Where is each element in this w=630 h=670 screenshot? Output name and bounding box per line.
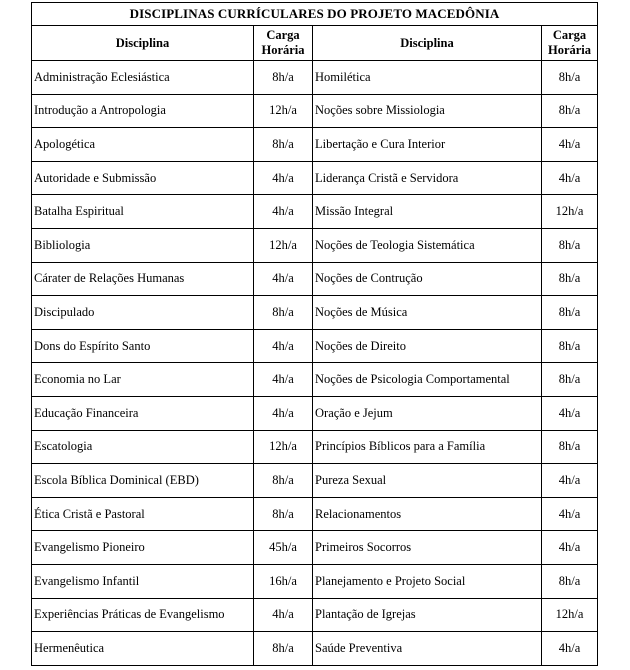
hours-right-cell: 8h/a <box>542 94 598 128</box>
discipline-left-cell: Economia no Lar <box>32 363 254 397</box>
discipline-left-cell: Apologética <box>32 128 254 162</box>
hours-left-cell: 8h/a <box>254 128 313 162</box>
discipline-right-cell: Princípios Bíblicos para a Família <box>313 430 542 464</box>
table-row <box>32 296 598 330</box>
hours-right-cell: 4h/a <box>542 632 598 666</box>
discipline-left-cell: Educação Financeira <box>32 396 254 430</box>
discipline-left-cell: Escola Bíblica Dominical (EBD) <box>32 464 254 498</box>
hours-left-cell: 4h/a <box>254 195 313 229</box>
discipline-right-cell: Libertação e Cura Interior <box>313 128 542 162</box>
table-row <box>32 363 598 397</box>
table-row <box>32 497 598 531</box>
hours-left-cell: 12h/a <box>254 430 313 464</box>
hours-left-cell: 16h/a <box>254 564 313 598</box>
discipline-right-cell: Noções de Contrução <box>313 262 542 296</box>
discipline-left-cell: Ética Cristã e Pastoral <box>32 497 254 531</box>
hours-left-cell: 45h/a <box>254 531 313 565</box>
table-row <box>32 262 598 296</box>
table-row <box>32 396 598 430</box>
hours-right-cell: 12h/a <box>542 598 598 632</box>
hours-left-cell: 8h/a <box>254 61 313 95</box>
header-hours-line2: Horária <box>547 43 592 57</box>
discipline-right-cell: Noções de Música <box>313 296 542 330</box>
hours-right-cell: 4h/a <box>542 128 598 162</box>
discipline-left-cell: Administração Eclesiástica <box>32 61 254 95</box>
table-row <box>32 161 598 195</box>
table-row <box>32 564 598 598</box>
header-hours-line2: Horária <box>261 43 305 57</box>
hours-right-cell: 8h/a <box>542 363 598 397</box>
curriculum-sheet <box>31 2 597 668</box>
hours-right-cell: 8h/a <box>542 329 598 363</box>
discipline-right-cell: Homilética <box>313 61 542 95</box>
discipline-right-cell: Oração e Jejum <box>313 396 542 430</box>
hours-left-cell: 4h/a <box>254 329 313 363</box>
header-row <box>32 26 598 61</box>
hours-left-cell: 8h/a <box>254 632 313 666</box>
hours-right-cell: 8h/a <box>542 228 598 262</box>
title-row <box>32 3 598 26</box>
hours-right-cell: 8h/a <box>542 61 598 95</box>
discipline-right-cell: Planejamento e Projeto Social <box>313 564 542 598</box>
discipline-right-cell: Primeiros Socorros <box>313 531 542 565</box>
discipline-left-cell: Discipulado <box>32 296 254 330</box>
discipline-right-cell: Noções de Teologia Sistemática <box>313 228 542 262</box>
table-body <box>32 61 598 666</box>
hours-right-cell: 8h/a <box>542 430 598 464</box>
discipline-right-cell: Noções de Psicologia Comportamental <box>313 363 542 397</box>
table-row <box>32 61 598 95</box>
discipline-left-cell: Evangelismo Infantil <box>32 564 254 598</box>
hours-left-cell: 8h/a <box>254 497 313 531</box>
header-discipline-left: Disciplina <box>32 26 254 61</box>
header-hours-line1: Carga <box>266 28 300 42</box>
discipline-left-cell: Dons do Espírito Santo <box>32 329 254 363</box>
discipline-right-cell: Missão Integral <box>313 195 542 229</box>
discipline-right-cell: Noções sobre Missiologia <box>313 94 542 128</box>
table-row <box>32 430 598 464</box>
table-row <box>32 128 598 162</box>
discipline-left-cell: Cárater de Relações Humanas <box>32 262 254 296</box>
discipline-left-cell: Hermenêutica <box>32 632 254 666</box>
hours-left-cell: 4h/a <box>254 363 313 397</box>
header-hours-left <box>254 26 313 61</box>
hours-right-cell: 8h/a <box>542 262 598 296</box>
hours-right-cell: 8h/a <box>542 564 598 598</box>
hours-right-cell: 4h/a <box>542 396 598 430</box>
hours-left-cell: 4h/a <box>254 396 313 430</box>
discipline-left-cell: Introdução a Antropologia <box>32 94 254 128</box>
discipline-left-cell: Bibliologia <box>32 228 254 262</box>
header-hours-right <box>542 26 598 61</box>
hours-left-cell: 12h/a <box>254 94 313 128</box>
hours-left-cell: 4h/a <box>254 262 313 296</box>
discipline-left-cell: Escatologia <box>32 430 254 464</box>
table-row <box>32 598 598 632</box>
curriculum-table <box>31 2 598 666</box>
discipline-right-cell: Liderança Cristã e Servidora <box>313 161 542 195</box>
discipline-left-cell: Experiências Práticas de Evangelismo <box>32 598 254 632</box>
discipline-right-cell: Plantação de Igrejas <box>313 598 542 632</box>
header-discipline-right: Disciplina <box>313 26 542 61</box>
hours-left-cell: 4h/a <box>254 161 313 195</box>
hours-left-cell: 4h/a <box>254 598 313 632</box>
hours-left-cell: 8h/a <box>254 296 313 330</box>
table-row <box>32 94 598 128</box>
discipline-right-cell: Pureza Sexual <box>313 464 542 498</box>
hours-right-cell: 4h/a <box>542 464 598 498</box>
discipline-left-cell: Evangelismo Pioneiro <box>32 531 254 565</box>
discipline-left-cell: Batalha Espiritual <box>32 195 254 229</box>
hours-left-cell: 12h/a <box>254 228 313 262</box>
hours-right-cell: 8h/a <box>542 296 598 330</box>
hours-right-cell: 12h/a <box>542 195 598 229</box>
header-hours-line1: Carga <box>552 28 587 42</box>
hours-right-cell: 4h/a <box>542 531 598 565</box>
discipline-right-cell: Saúde Preventiva <box>313 632 542 666</box>
discipline-right-cell: Noções de Direito <box>313 329 542 363</box>
table-row <box>32 228 598 262</box>
table-row <box>32 632 598 666</box>
discipline-right-cell: Relacionamentos <box>313 497 542 531</box>
table-row <box>32 329 598 363</box>
table-title: DISCIPLINAS CURRÍCULARES DO PROJETO MACEDÔNIA <box>32 3 598 26</box>
hours-right-cell: 4h/a <box>542 161 598 195</box>
hours-left-cell: 8h/a <box>254 464 313 498</box>
discipline-left-cell: Autoridade e Submissão <box>32 161 254 195</box>
table-row <box>32 195 598 229</box>
table-row <box>32 531 598 565</box>
table-row <box>32 464 598 498</box>
hours-right-cell: 4h/a <box>542 497 598 531</box>
